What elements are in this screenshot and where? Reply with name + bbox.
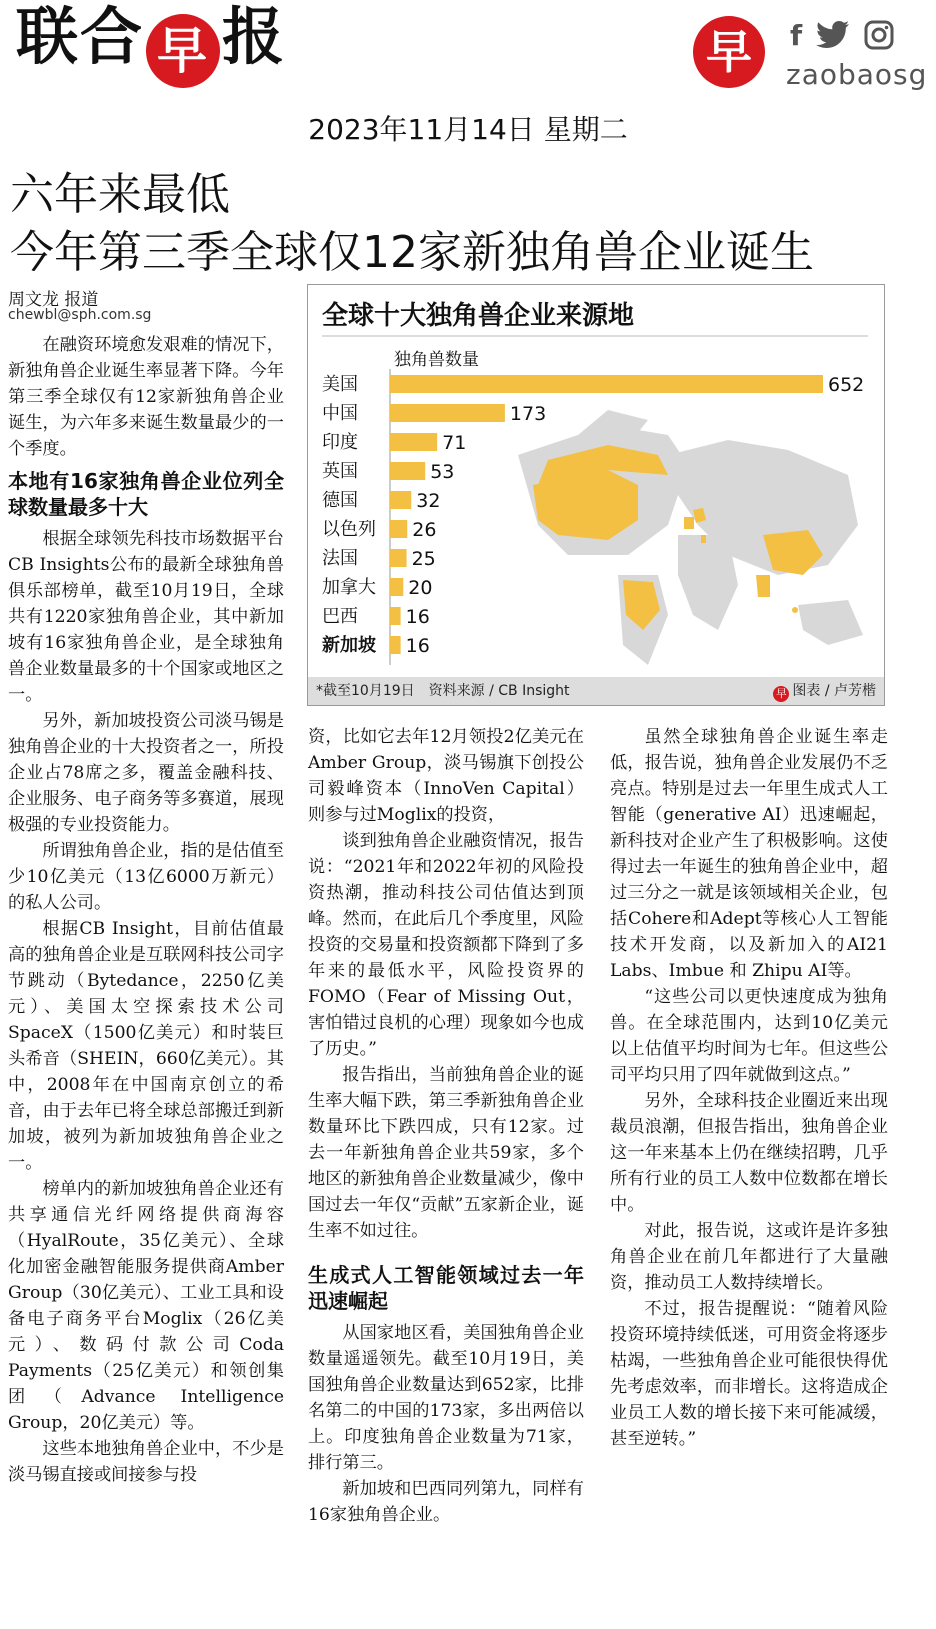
category-label: 法国 <box>322 548 358 569</box>
value-label: 25 <box>411 548 436 570</box>
paragraph: 对此，报告说，这或许是许多独角兽企业在前几年都进行了大量融资，推动员工人数持续增长。 <box>610 1221 888 1293</box>
value-label: 652 <box>828 374 865 396</box>
category-label: 英国 <box>322 461 358 482</box>
paragraph: 不过，报告提醒说：“随着风险投资环境持续低迷，可用资金将逐步枯竭，一些独角兽企业可能很快得优先考虑效率，而非增长。这将造成企业员工人数的增长接下来可能减缓，甚至逆转。” <box>610 1299 888 1449</box>
paragraph: 从国家地区看，美国独角兽企业数量遥遥领先。截至10月19日，美国独角兽企业数量达到652家，比排名第二的中国的173家，多出两倍以上。印度独角兽企业数量为71家，排行第三。 <box>308 1323 584 1473</box>
category-label: 印度 <box>322 432 358 453</box>
paragraph: 所谓独角兽企业，指的是估值至少10亿美元（13亿6000万新元）的私人公司。 <box>8 841 284 913</box>
paragraph: 根据全球领先科技市场数据平台CB Insights公布的最新全球独角兽俱乐部榜单，截至10月19日，全球共有1220家独角兽企业，其中新加坡有16家独角兽企业，是全球独角兽企业数量最多的十个国家或地区之一。 <box>8 529 284 705</box>
category-label: 以色列 <box>322 519 376 540</box>
value-label: 20 <box>408 577 433 599</box>
bar <box>390 520 407 538</box>
headline-line2: 今年第三季全球仅12家新独角兽企业诞生 <box>10 227 814 278</box>
headline-line1: 六年来最低 <box>10 169 230 220</box>
social-icons <box>790 16 920 54</box>
value-label: 16 <box>405 606 430 628</box>
bar <box>390 462 425 480</box>
byline: 周文龙 报道 <box>8 290 99 310</box>
value-label: 32 <box>416 490 441 512</box>
zaobao-logo-icon: 早 <box>693 16 765 88</box>
subheading: 本地有16家独角兽企业位列全球数量最多十大 <box>8 469 284 519</box>
category-label: 巴西 <box>322 606 358 627</box>
facebook-icon[interactable]: f <box>790 18 803 52</box>
bar <box>390 549 407 567</box>
bar <box>390 578 403 596</box>
paragraph: 资，比如它去年12月领投2亿美元在Amber Group，淡马锡旗下创投公司毅峰资本（InnoVen Capital）则参与过Moglix的投资， <box>308 727 584 825</box>
paragraph: 报告指出，当前独角兽企业的诞生率大幅下跌，第三季新独角兽企业数量环比下跌四成，只有12家。过去一年新独角兽企业共59家，多个地区的新独角兽企业数量减少，像中国过去一年仅“贡献”五家新企业，诞生率不如过往。 <box>308 1065 584 1241</box>
twitter-icon[interactable] <box>816 21 850 49</box>
article-column-1 <box>8 332 284 1488</box>
bar <box>390 607 401 625</box>
zaobao-badge-icon: 早 <box>773 686 789 702</box>
bar <box>390 404 505 422</box>
paragraph: 榜单内的新加坡独角兽企业还有共享通信光纤网络提供商海容（HyalRoute，35亿美元）、全球化加密金融智能服务提供商Amber Group（30亿美元）、工业工具和设备电子商务平台Moglix（26亿美元）、数码付款公司Coda Payments（25亿美元）和领创集团（Advance Intelligence Group，20亿美元）等。 <box>8 1179 284 1433</box>
value-label: 26 <box>412 519 437 541</box>
subheading: 生成式人工智能领域过去一年迅速崛起 <box>308 1263 584 1313</box>
bar <box>390 375 823 393</box>
chart-axis-label: 独角兽数量 <box>394 350 479 370</box>
article-column-3 <box>610 724 888 1452</box>
chart-title-divider <box>322 335 868 337</box>
chart-footnote <box>308 677 884 705</box>
headline <box>10 166 814 282</box>
bar <box>390 636 401 654</box>
category-label: 新加坡 <box>322 635 376 656</box>
paragraph: 在融资环境愈发艰难的情况下，新独角兽企业诞生率显著下降。今年第三季全球仅有12家新独角兽企业诞生，为六年多来诞生数量最少的一个季度。 <box>8 335 284 459</box>
paragraph: 这些本地独角兽企业中，不少是淡马锡直接或间接参与投 <box>8 1439 284 1485</box>
masthead-logo: 联合 早 报 <box>16 6 286 88</box>
chart-credit-text: 图表 / 卢芳楷 <box>792 683 876 699</box>
category-label: 中国 <box>322 403 358 424</box>
author-email[interactable]: chewbl@sph.com.sg <box>8 307 152 323</box>
chart-source: *截至10月19日 资料来源 / CB Insight <box>316 683 570 699</box>
chart-title: 全球十大独角兽企业来源地 <box>322 301 635 331</box>
paragraph: 另外，新加坡投资公司淡马锡是独角兽企业的十大投资者之一，所投企业占78席之多，覆盖金融科技、企业服务、电子商务等多赛道，展现极强的专业投资能力。 <box>8 711 284 835</box>
chart-credit <box>773 677 876 705</box>
paragraph: 谈到独角兽企业融资情况，报告说：“2021年和2022年初的风险投资热潮，推动科技公司估值达到顶峰。然而，在此后几个季度里，风险投资的交易量和投资额都下降到了多年来的最低水平，风险投资界的FOMO（Fear of Missing Out，害怕错过良机的心理）现象如今也成了历史。” <box>308 831 584 1059</box>
value-label: 71 <box>442 432 467 454</box>
issue-date: 2023年11月14日 星期二 <box>308 113 628 146</box>
paragraph: 另外，全球科技企业圈近来出现裁员浪潮，但报告指出，独角兽企业这一年来基本上仍在继续招聘，几乎所有行业的员工人数中位数都在增长中。 <box>610 1091 888 1215</box>
value-label: 16 <box>405 635 430 657</box>
unicorn-chart <box>307 284 885 706</box>
bar <box>390 433 437 451</box>
value-label: 53 <box>430 461 455 483</box>
bar <box>390 491 411 509</box>
paragraph: 根据CB Insight，目前估值最高的独角兽企业是互联网科技公司字节跳动（Bytedance，2250亿美元）、美国太空探索技术公司SpaceX（1500亿美元）和时装巨头希音（SHEIN，660亿美元）。其中，2008年在中国南京创立的希音，由于去年已将全球总部搬迁到新加坡，被列为新加坡独角兽企业之一。 <box>8 919 284 1173</box>
category-label: 加拿大 <box>322 577 376 598</box>
category-label: 美国 <box>322 374 358 395</box>
paragraph: “这些公司以更快速度成为独角兽。在全球范围内，达到10亿美元以上估值平均时间为七年。但这些公司平均只用了四年就做到这点。” <box>610 987 888 1085</box>
instagram-icon[interactable] <box>864 20 894 50</box>
bar-plot <box>308 369 884 709</box>
paragraph: 虽然全球独角兽企业诞生率走低，报告说，独角兽企业发展仍不乏亮点。特别是过去一年里生成式人工智能（generative AI）迅速崛起，新科技对企业产生了积极影响。这使得过去一年诞生的独角兽企业中，超过三分之一就是该领域相关企业，包括Cohere和Adept等核心人工智能技术开发商，以及新加入的AI21 Labs、Imbue 和 Zhipu AI等。 <box>610 727 888 981</box>
value-label: 173 <box>509 403 547 425</box>
category-label: 德国 <box>322 490 358 511</box>
article-column-2 <box>308 724 584 1528</box>
paragraph: 新加坡和巴西同列第九，同样有16家独角兽企业。 <box>308 1479 584 1525</box>
social-handle: zaobaosg <box>786 58 928 91</box>
